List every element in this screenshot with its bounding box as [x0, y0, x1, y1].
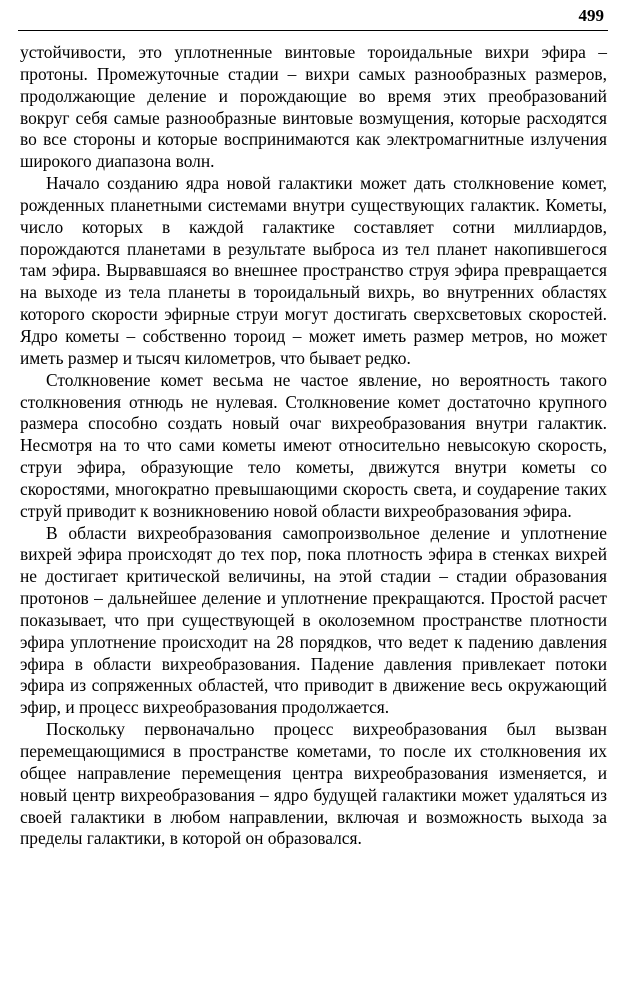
body-text [20, 42, 607, 850]
paragraph-comet-collision: Столкновение комет весьма не частое явление, но вероятность такого столкновения отнюдь не нулевая. Столкновение комет достаточно крупного размера способно создать новый очаг вихреобразования внутри галактик. Несмотря на то что сами кометы имеют относительно невысокую скорость, струи эфира, образующие тело кометы, движутся внутри кометы со скоростями, многократно превышающими скорость света, и соударение таких струй приводит к возникновению новой области вихреобразования эфира. [20, 369, 607, 521]
paragraph-new-center: Поскольку первоначально процесс вихреобразования был вызван перемещающимися в пространстве кометами, то после их столкновения их общее направление перемещения центра вихреобразования изменяется, и новый центр вихреобразования – ядро будущей галактики может удаляться из своей галактики в любом направлении, включая и возможность выхода за пределы галактики, в которой он образовался. [20, 719, 607, 849]
paragraph-vortex-region: В области вихреобразования самопроизвольное деление и уплотнение вихрей эфира происходят до тех пор, пока плотность эфира в стенках вихрей не достигает критической величины, на этой стадии – стадии образования протонов – дальнейшее деление и уплотнение прекращаются. Простой расчет показывает, что при существующей в околоземном пространстве плотности эфира уплотнение происходит на 28 порядков, что ведет к падению давления эфира в области вихреобразования. Падение давления привлекает потоки эфира из сопряженных областей, что приводит в движение весь окружающий эфир, и процесс вихреобразования продолжается. [20, 522, 607, 718]
page-number: 499 [578, 6, 604, 25]
header-rule [18, 30, 608, 31]
paragraph-continuation: устойчивости, это уплотненные винтовые тороидальные вихри эфира – протоны. Промежуточные стадии – вихри самых разнообразных размеров, продолжающие деление и порождающие во время этих преобразований вокруг себя самые разнообразные винтовые возмущения, которые расходятся во все стороны и которые воспринимаются как электромагнитные излучения широкого диапазона волн. [20, 42, 607, 172]
paragraph-galaxy-core-origin: Начало созданию ядра новой галактики может дать столкновение комет, рожденных планетными системами внутри существующих галактик. Кометы, число которых в каждой галактике составляет сотни миллиардов, порождаются планетами в результате выброса из тел планет накопившегося там эфира. Вырвавшаяся во внешнее пространство струя эфира превращается на выходе из тела планеты в тороидальный вихрь, во внутренних областях которого скорости эфирные струи могут достигать сверхсветовых скоростей. Ядро кометы – собственно тороид – может иметь размер метров, но может иметь размер и тысяч километров, что бывает редко. [20, 173, 607, 368]
